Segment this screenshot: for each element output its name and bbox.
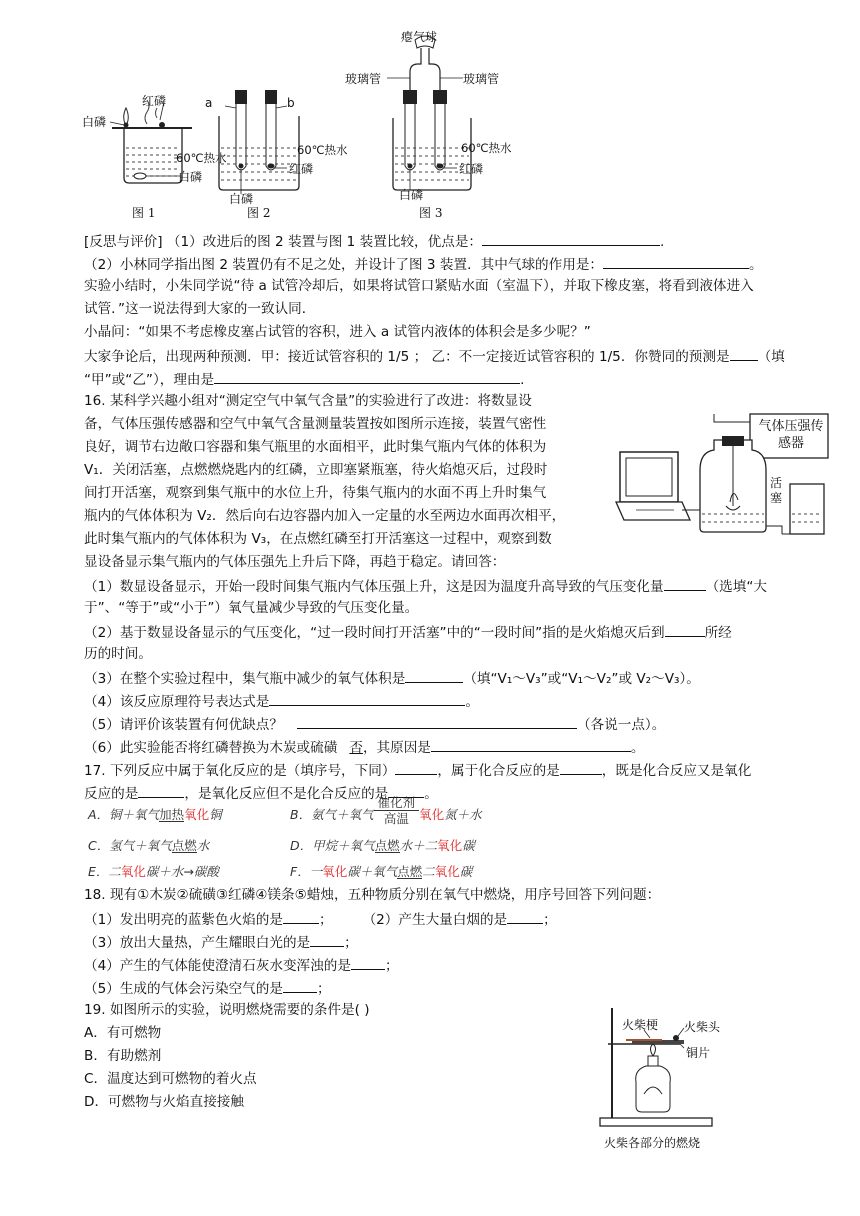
fig3-label-red-p: 红磷 (459, 162, 484, 176)
fig2-label-b: b (287, 96, 295, 110)
q15-line-3: 实验小结时，小朱同学说“待 a 试管冷却后，如果将试管口紧贴水面（室温下），并取下橡皮塞，将看到液体进入 (84, 278, 754, 294)
reaction-d-oxide: 氧化 (437, 838, 463, 853)
q18-sub-2-text: （2）产生大量白烟的是 (362, 912, 508, 928)
q18-sub-5 (84, 978, 830, 998)
q18-sub-4-end: ； (384, 958, 399, 974)
q15-line-6-end: （填 (757, 349, 785, 365)
q16-sub-5-text: （5）请评价该装置有何优缺点？ (84, 717, 283, 733)
q16-sub-5-blank[interactable] (297, 714, 577, 729)
reaction-a-oxide: 氧化 (184, 807, 210, 822)
q19-caption: 火柴各部分的燃烧 (604, 1136, 701, 1150)
fig3-label-white-p: 白磷 (399, 188, 424, 202)
q19-label-head: 火柴头 (684, 1020, 721, 1034)
reaction-b-condition-bottom: 高温 (383, 811, 409, 826)
reaction-c-condition: 点燃 (171, 838, 197, 853)
q16-sub-6-blank[interactable] (431, 737, 631, 752)
q18-sub-3 (84, 932, 830, 952)
q19-option-a[interactable]: A．有可燃物 (84, 1025, 162, 1041)
q17-both-text-2: 反应的是 (84, 786, 139, 802)
reaction-f-oxide: 氧化 (322, 864, 348, 879)
q16-sub-1-line-2: 于”、“等于”或“小于”）氧气量减少导致的气压变化量。 (84, 600, 419, 616)
reaction-a-condition: 加热 (159, 807, 185, 822)
q18-sub-5-end: ； (316, 981, 331, 997)
q19-stem: 19. 如图所示的实验，说明燃烧需要的条件是( ) (84, 1002, 370, 1018)
q16-para-4: V₁．关闭活塞，点燃燃烧匙内的红磷，立即塞紧瓶塞，待火焰熄灭后，过段时 (84, 462, 548, 478)
q16-sub-3-text: （3）在整个实验过程中，集气瓶中减少的氧气体积是 (84, 671, 406, 687)
q16-sub-2-line-2: 历的时间。 (84, 646, 152, 662)
q18-sub-3-end: ； (344, 935, 358, 951)
reaction-d-condition: 点燃 (374, 838, 400, 853)
fig3-drawing (345, 28, 515, 224)
q17-reaction-c (88, 836, 209, 854)
q17-combination-blank[interactable] (560, 760, 602, 775)
q15-line-2 (84, 254, 830, 274)
reaction-a-reactants: A．铜＋氧气 (88, 807, 160, 822)
fig1-label-white-p-bottom: 白磷 (178, 170, 203, 184)
figure-2 (205, 86, 348, 224)
q15-line-1 (84, 231, 830, 251)
q16-sub-4-text: （4）该反应原理符号表达式是 (84, 694, 270, 710)
q16-apparatus-figure (614, 410, 832, 542)
q15-balloon-blank[interactable] (603, 254, 749, 269)
q18-sub-3-blank[interactable] (310, 932, 344, 947)
figure-3 (345, 28, 515, 224)
q16-sub-2-text-end: 所经 (704, 625, 732, 641)
reaction-f-reactants: 碳＋氧气 (347, 864, 398, 879)
reaction-e-rest: 碳＋水→碳酸 (145, 864, 219, 879)
q15-line-1-end: . (660, 234, 665, 250)
reaction-e-oxide: 氧化 (120, 864, 146, 879)
q16-para-5: 间打开活塞，观察到集气瓶中的水位上升，待集气瓶内的水面不再上升时集气 (84, 485, 547, 501)
q15-prediction-text: 大家争论后，出现两种预测．甲：接近试管容积的 1/5 ； 乙：不一定接近试管容积的 1/5．你赞同的预测是 (84, 349, 730, 365)
reaction-b-reactants: B．氨气＋氧气 (290, 807, 374, 822)
q16-sub-1-text-end: （选填“大 (705, 579, 768, 595)
reaction-f-product-prefix: 二 (422, 864, 435, 879)
q18-sub-2-end: ； (543, 912, 557, 928)
q16-sub-3-text-end: （填“V₁～V₃”或“V₁～V₂”或 V₂～V₃）。 (463, 671, 700, 687)
q16-sub-6-text: （6）此实验能否将红磷替换为木炭或硫磺 (84, 740, 338, 756)
q16-sub-2-blank[interactable] (665, 622, 705, 637)
q16-sub-6-reason-text: ，其原因是 (362, 740, 431, 756)
q15-reflection-prompt: [反思与评价] （1）改进后的图 2 装置与图 1 装置比较，优点是： (84, 234, 483, 250)
q16-sub-4-blank[interactable] (269, 691, 465, 706)
q18-sub-2-blank[interactable] (507, 909, 543, 924)
q15-reason-blank[interactable] (214, 369, 520, 384)
q16-sub-2-line-1 (84, 622, 830, 642)
q15-reason-text: “甲”或“乙”），理由是 (84, 372, 215, 388)
reaction-d-reactants: D．甲烷＋氧气 (290, 838, 375, 853)
fig2-label-white-p: 白磷 (229, 192, 254, 206)
q17-both-blank[interactable] (138, 783, 184, 798)
q19-figure (596, 1000, 730, 1152)
q15-line-7 (84, 369, 830, 389)
q15-line-6 (84, 346, 830, 366)
q16-sub-5-text-end: （各说一点）。 (576, 717, 666, 733)
q19-label-copper: 铜片 (686, 1046, 711, 1060)
q18-sub-1-blank[interactable] (283, 909, 319, 924)
reaction-d-products: 水＋二 (399, 838, 438, 853)
q17-oxidation-text: 17. 下列反应中属于氧化反应的是（填序号，下同） (84, 763, 396, 779)
q16-sub-5 (84, 714, 830, 734)
fig3-caption: 图 3 (419, 206, 443, 220)
reaction-b-condition-top: 催化剂 (374, 795, 420, 811)
q18-sub-1-2 (84, 909, 830, 929)
fig1-label-hot-water: 60℃热水 (176, 151, 227, 165)
q17-reaction-a (88, 805, 222, 823)
q16-sub-1-line-1 (84, 576, 830, 596)
q16-sub-4 (84, 691, 830, 711)
q15-line-2-end: 。 (749, 257, 763, 273)
figure-1 (82, 88, 227, 223)
q17-reaction-b (290, 795, 482, 829)
fig3-label-glass-left: 玻璃管 (345, 72, 382, 86)
q16-sub-4-text-end: 。 (465, 694, 479, 710)
q16-sub-1-text: （1）数显设备显示，开始一段时间集气瓶内气体压强上升，这是因为温度升高导致的气压变化量 (84, 579, 664, 595)
q18-sub-4-blank[interactable] (351, 955, 385, 970)
reaction-f-product: 碳 (459, 864, 473, 879)
fig1-label-white-p-top: 白磷 (82, 115, 107, 129)
q16-sensor-label: 气体压强传感器 (758, 419, 824, 451)
fig1-caption: 图 1 (132, 206, 156, 220)
q19-option-b[interactable]: B．有助燃剂 (84, 1048, 162, 1064)
fig2-label-red-p: 红磷 (289, 162, 314, 176)
q16-para-8: 显设备显示集气瓶内的气体压强先上升后下降，再趋于稳定。请回答： (84, 554, 506, 570)
reaction-c-reactants: C．氢气＋氧气 (88, 838, 172, 853)
q16-sub-3 (84, 668, 830, 688)
reaction-f-product-oxide: 氧化 (434, 864, 460, 879)
fig2-caption: 图 2 (247, 206, 271, 220)
reaction-c-product: 水 (196, 838, 210, 853)
q17-oxidation-blank[interactable] (395, 760, 437, 775)
q16-para-6: 瓶内的气体体积为 V₂．然后向右边容器内加入一定量的水至两边水面再次相平， (84, 508, 566, 524)
q17-reaction-d (290, 836, 475, 854)
q16-sub-6-answer: 否 (349, 740, 363, 756)
q19-option-c[interactable]: C．温度达到可燃物的着火点 (84, 1071, 257, 1087)
q15-prediction-blank[interactable] (730, 346, 758, 361)
fig3-label-balloon: 瘪气球 (401, 30, 438, 44)
q18-sub-1-end: ； (318, 912, 333, 928)
fig2-label-a: a (205, 96, 213, 110)
reaction-b-products: 氮＋水 (444, 807, 482, 822)
q18-sub-4 (84, 955, 830, 975)
q19-option-d[interactable]: D．可燃物与火焰直接接触 (84, 1094, 244, 1110)
q18-sub-3-text: （3）放出大量热，产生耀眼白光的是 (84, 935, 311, 951)
q17-line-1 (84, 760, 830, 780)
q18-sub-1-text: （1）发出明亮的蓝紫色火焰的是 (84, 912, 283, 928)
q17-reaction-f (290, 862, 472, 880)
q16-para-1: 16. 某科学兴趣小组对“测定空气中氧气含量”的实验进行了改进：将数显设 (84, 393, 532, 409)
reaction-f-condition: 点燃 (397, 864, 423, 879)
q18-stem: 18. 现有①木炭②硫磺③红磷④镁条⑤蜡烛，五种物质分别在氧气中燃烧，用序号回答下列问题： (84, 887, 661, 903)
q16-sub-1-blank[interactable] (664, 576, 706, 591)
q18-sub-5-text: （5）生成的气体会污染空气的是 (84, 981, 283, 997)
q17-both-text: ，既是化合反应又是氧化 (601, 763, 752, 779)
q18-sub-4-text: （4）产生的气体能使澄清石灰水变浑浊的是 (84, 958, 351, 974)
q16-valve-label: 活塞 (770, 476, 783, 505)
reaction-d-carbon: 碳 (462, 838, 475, 853)
q15-line-4: 试管．”这一说法得到大家的一致认同． (84, 301, 316, 317)
reaction-f-prefix: F．一 (290, 864, 323, 879)
reaction-e-prefix: E．二 (88, 864, 121, 879)
q17-combination-text: ，属于化合反应的是 (437, 763, 560, 779)
q16-sub-3-blank[interactable] (405, 668, 463, 683)
q16-sub-6 (84, 737, 830, 757)
q16-sub-6-text-end: 。 (630, 740, 645, 756)
fig3-label-glass-right: 玻璃管 (463, 72, 500, 86)
q15-line-7-end: . (520, 372, 525, 388)
q18-sub-5-blank[interactable] (283, 978, 317, 993)
q19-label-stick: 火柴梗 (622, 1018, 659, 1032)
reaction-b-oxide: 氧化 (419, 807, 445, 822)
fig3-label-hot-water: 60℃热水 (461, 141, 512, 155)
q15-balloon-prompt: （2）小林同学指出图 2 装置仍有不足之处，并设计了图 3 装置．其中气球的作用是： (84, 257, 604, 273)
q17-oxidation-only-text: ，是氧化反应但不是化合反应的是 (184, 786, 389, 802)
q16-sub-2-text: （2）基于数显设备显示的气压变化，“过一段时间打开活塞”中的“一段时间”指的是火焰熄灭后到 (84, 625, 665, 641)
q16-para-7: 此时集气瓶内的气体体积为 V₃，在点燃红磷至打开活塞这一过程中，观察到数 (84, 531, 552, 547)
fig1-label-red-p: 红磷 (142, 94, 167, 108)
q17-reaction-e (88, 862, 219, 880)
fig2-label-hot-water: 60℃热水 (297, 143, 348, 157)
q15-advantage-blank[interactable] (482, 231, 660, 246)
q16-para-3: 良好，调节右边敞口容器和集气瓶里的水面相平，此时集气瓶内气体的体积为 (84, 439, 547, 455)
q17-line-2-end: 。 (424, 786, 438, 802)
q15-line-5: 小晶问：“如果不考虑橡皮塞占试管的容积，进入 a 试管内液体的体积会是多少呢？” (84, 324, 591, 340)
q16-para-2: 备，气体压强传感器和空气中氧气含量测量装置按如图所示连接，装置气密性 (84, 416, 547, 432)
reaction-a-product: 铜 (209, 807, 222, 822)
